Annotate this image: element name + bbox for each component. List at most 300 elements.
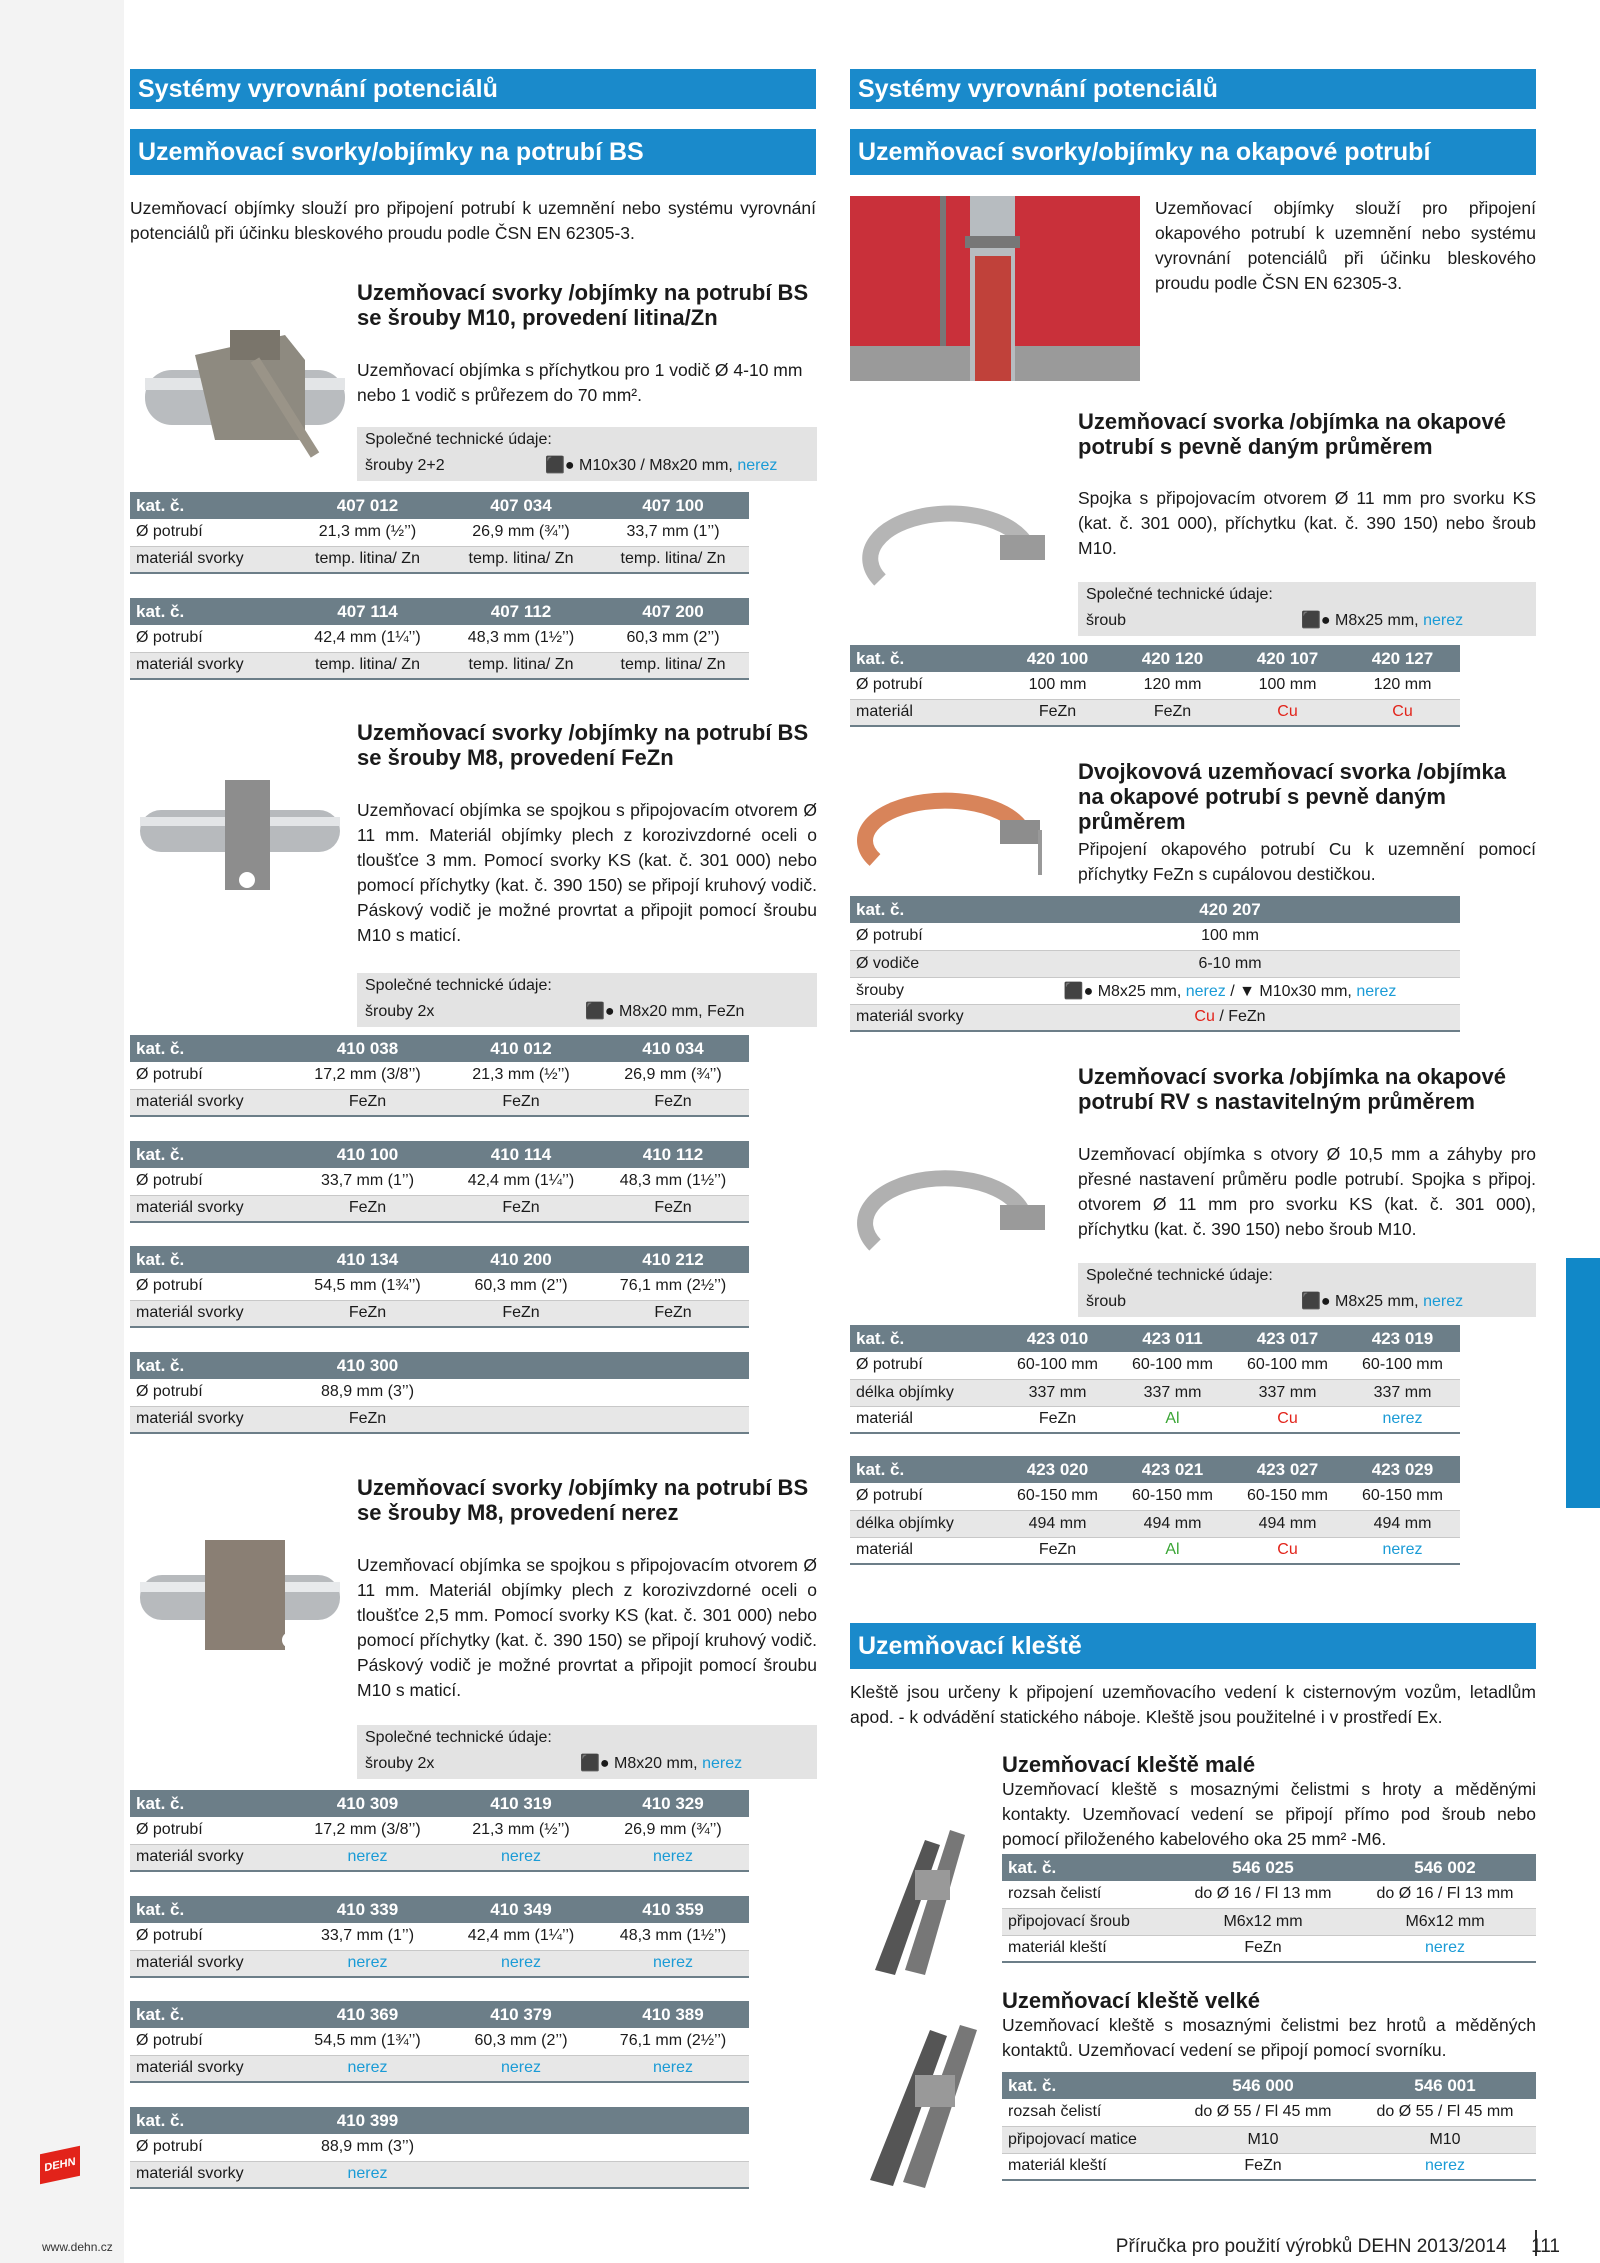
p2-tech xyxy=(357,973,817,1027)
tech-val: M8x20 mm, FeZn xyxy=(619,1003,745,1020)
table-cell: 410 389 xyxy=(597,2001,749,2028)
table-cell: 410 012 xyxy=(445,1035,597,1062)
table-cell: 33,7 mm (1’’) xyxy=(597,519,749,546)
table-cell: kat. č. xyxy=(130,1352,290,1379)
table-cell: nerez xyxy=(597,1844,749,1871)
table-cell: do Ø 55 / Fl 45 mm xyxy=(1354,2099,1536,2126)
table-cell: nerez xyxy=(445,1844,597,1871)
table-cell xyxy=(597,1352,749,1379)
table-row xyxy=(1002,1908,1536,1935)
table-cell: FeZn xyxy=(290,1089,445,1116)
table-cell: kat. č. xyxy=(1002,2072,1172,2099)
table-cell: 410 112 xyxy=(597,1141,749,1168)
clamp-fezn-image xyxy=(135,760,345,910)
table-cell: 410 034 xyxy=(597,1035,749,1062)
table-cell: 337 mm xyxy=(1230,1379,1345,1406)
table-cell: temp. litina/ Zn xyxy=(445,652,597,679)
table-cell: nerez xyxy=(1345,1406,1460,1433)
table-cell: materiál xyxy=(850,1537,1000,1564)
table-cell: 26,9 mm (¾’’) xyxy=(597,1062,749,1089)
table-cell xyxy=(597,2107,749,2134)
tech-val: M8x25 mm, xyxy=(1335,1293,1419,1310)
table-row xyxy=(850,977,1460,1004)
large-clip-image xyxy=(855,2000,985,2190)
table-420207 xyxy=(850,896,1460,1032)
left-table-4 xyxy=(130,1141,749,1223)
table-cell: 337 mm xyxy=(1115,1379,1230,1406)
table-cell: nerez xyxy=(290,2161,445,2188)
table-cell xyxy=(597,2134,749,2161)
table-cell: 60-150 mm xyxy=(1115,1483,1230,1510)
table-cell: Ø potrubí xyxy=(850,923,1000,950)
table-cell: 100 mm xyxy=(1000,923,1460,950)
table-row xyxy=(130,1923,749,1950)
table-row xyxy=(1002,1935,1536,1962)
table-cell: 494 mm xyxy=(1345,1510,1460,1537)
footer-text: Příručka pro použití výrobků DEHN 2013/2014 xyxy=(1115,2236,1507,2257)
table-row xyxy=(850,1352,1460,1379)
table-cell: 60-100 mm xyxy=(1000,1352,1115,1379)
table-cell: 410 339 xyxy=(290,1896,445,1923)
table-cell: 88,9 mm (3’’) xyxy=(290,1379,445,1406)
screw-icon: ⬛● xyxy=(585,1003,615,1020)
rp5-title: Uzemňovací kleště velké xyxy=(1002,1988,1261,2013)
table-cell: 60-100 mm xyxy=(1345,1352,1460,1379)
table-cell: nerez xyxy=(290,1844,445,1871)
table-cell: Ø potrubí xyxy=(130,1817,290,1844)
table-cell: materiál svorky xyxy=(130,1844,290,1871)
table-cell: temp. litina/ Zn xyxy=(290,546,445,573)
table-cell: 407 034 xyxy=(445,492,597,519)
tech-label: Společné technické údaje: xyxy=(365,977,552,994)
table-cell: materiál xyxy=(850,1406,1000,1433)
table-cell: Ø potrubí xyxy=(850,1483,1000,1510)
table-cell: 423 020 xyxy=(1000,1456,1115,1483)
table-row xyxy=(850,950,1460,977)
table-cell: nerez xyxy=(1354,1935,1536,1962)
table-cell: Ø vodiče xyxy=(850,950,1000,977)
website-url[interactable]: www.dehn.cz xyxy=(42,2240,113,2254)
table-cell: 410 038 xyxy=(290,1035,445,1062)
screw-icon: ⬛● xyxy=(580,1755,610,1772)
table-cell xyxy=(445,1352,597,1379)
table-cell: délka objímky xyxy=(850,1379,1000,1406)
rp4-title: Uzemňovací kleště malé xyxy=(1002,1752,1256,1777)
small-clip-image xyxy=(855,1800,985,1980)
table-cell: Ø potrubí xyxy=(850,1352,1000,1379)
downpipe-photo xyxy=(850,196,1140,381)
table-cell: 410 212 xyxy=(597,1246,749,1273)
table-cell: 423 017 xyxy=(1230,1325,1345,1352)
tech-key: šrouby 2+2 xyxy=(365,457,445,474)
table-row xyxy=(130,1817,749,1844)
table-cell: FeZn xyxy=(597,1300,749,1327)
table-cell: materiál svorky xyxy=(130,2055,290,2082)
table-row xyxy=(130,1950,749,1977)
table-cell xyxy=(597,2161,749,2188)
left-section-header: Systémy vyrovnání potenciálů xyxy=(130,69,816,109)
tech-val-nerez: nerez xyxy=(1423,612,1464,629)
table-row xyxy=(850,1510,1460,1537)
table-cell: kat. č. xyxy=(850,896,1000,923)
table-cell: 100 mm xyxy=(1230,672,1345,699)
table-cell: 60,3 mm (2’’) xyxy=(597,625,749,652)
table-cell: 420 100 xyxy=(1000,645,1115,672)
table-cell: nerez xyxy=(445,2055,597,2082)
table-cell: 26,9 mm (¾’’) xyxy=(445,519,597,546)
table-cell xyxy=(445,2107,597,2134)
chapter-tab[interactable] xyxy=(1566,1258,1600,1508)
table-cell: 420 120 xyxy=(1115,645,1230,672)
table-cell: FeZn xyxy=(1172,2153,1354,2180)
table-cell: 60,3 mm (2’’) xyxy=(445,2028,597,2055)
table-cell: FeZn xyxy=(1115,699,1230,726)
left-table-6 xyxy=(130,1352,749,1434)
table-cell: nerez xyxy=(445,1950,597,1977)
table-cell: rozsah čelistí xyxy=(1002,2099,1172,2126)
table-cell xyxy=(445,2161,597,2188)
right-subheader: Uzemňovací svorky/objímky na okapové potrubí xyxy=(850,129,1536,175)
p2-title: Uzemňovací svorky /objímky na potrubí BS se šrouby M8, provedení FeZn xyxy=(357,720,809,770)
table-header-row xyxy=(130,2107,749,2134)
table-cell: 17,2 mm (3/8’’) xyxy=(290,1817,445,1844)
table-cell: kat. č. xyxy=(130,492,290,519)
table-cell: M10 xyxy=(1172,2126,1354,2153)
table-header-row xyxy=(130,1352,749,1379)
table-cell: 410 200 xyxy=(445,1246,597,1273)
table-cell: Ø potrubí xyxy=(130,1168,290,1195)
table-cell: 410 379 xyxy=(445,2001,597,2028)
left-table-10 xyxy=(130,2107,749,2189)
table-cell: 33,7 mm (1’’) xyxy=(290,1168,445,1195)
table-cell: 26,9 mm (¾’’) xyxy=(597,1817,749,1844)
table-row xyxy=(850,1406,1460,1433)
tech-val: M8x25 mm, xyxy=(1335,612,1419,629)
table-cell: Cu xyxy=(1230,699,1345,726)
left-table-7 xyxy=(130,1790,749,1872)
table-header-row xyxy=(1002,2072,1536,2099)
table-cell: nerez xyxy=(597,1950,749,1977)
table-cell: připojovací matice xyxy=(1002,2126,1172,2153)
table-cell: nerez xyxy=(290,1950,445,1977)
table-row xyxy=(130,2134,749,2161)
footer xyxy=(1116,2236,1560,2258)
table-cell: materiál svorky xyxy=(850,1004,1000,1031)
table-546025 xyxy=(1002,1854,1536,1963)
table-cell: 33,7 mm (1’’) xyxy=(290,1923,445,1950)
table-cell xyxy=(597,1406,749,1433)
table-cell: FeZn xyxy=(445,1089,597,1116)
table-cell: ⬛● M8x25 mm, nerez / ▼ M10x30 mm, nerez xyxy=(1000,977,1460,1004)
table-cell: 410 359 xyxy=(597,1896,749,1923)
table-cell: 494 mm xyxy=(1230,1510,1345,1537)
dehn-logo: DEHN xyxy=(40,2146,80,2185)
table-cell: 407 200 xyxy=(597,598,749,625)
left-table-3 xyxy=(130,1035,749,1117)
table-cell: FeZn xyxy=(290,1406,445,1433)
bolt-icon: ▼ xyxy=(1239,982,1255,1000)
section2-intro: Kleště jsou určeny k připojení uzemňovacího vedení k cisternovým vozům, letadlům apod. - k odvádění statického náboje. Kleště jsou použitelné i v prostředí Ex. xyxy=(850,1682,1536,1727)
table-cell: do Ø 16 / Fl 13 mm xyxy=(1354,1881,1536,1908)
table-cell: 546 000 xyxy=(1172,2072,1354,2099)
p1-desc: Uzemňovací objímka s příchytkou pro 1 vodič Ø 4-10 mm nebo 1 vodič s průřezem do 70 mm². xyxy=(357,360,803,405)
table-row xyxy=(130,1062,749,1089)
table-cell: do Ø 55 / Fl 45 mm xyxy=(1172,2099,1354,2126)
table-cell: 410 114 xyxy=(445,1141,597,1168)
table-cell: FeZn xyxy=(1000,699,1115,726)
table-cell: 494 mm xyxy=(1000,1510,1115,1537)
table-cell: FeZn xyxy=(290,1195,445,1222)
table-row xyxy=(130,2161,749,2188)
table-cell xyxy=(445,1379,597,1406)
clamp-litina-image xyxy=(135,290,355,465)
table-row xyxy=(130,1089,749,1116)
table-cell: 60-100 mm xyxy=(1230,1352,1345,1379)
table-cell: 76,1 mm (2½’’) xyxy=(597,1273,749,1300)
table-cell: materiál svorky xyxy=(130,1406,290,1433)
table-row xyxy=(1002,1881,1536,1908)
table-row xyxy=(130,2055,749,2082)
table-cell: M6x12 mm xyxy=(1172,1908,1354,1935)
table-cell: kat. č. xyxy=(130,1246,290,1273)
table-cell: Al xyxy=(1115,1537,1230,1564)
table-cell: nerez xyxy=(597,2055,749,2082)
table-cell: 76,1 mm (2½’’) xyxy=(597,2028,749,2055)
left-intro: Uzemňovací objímky slouží pro připojení potrubí k uzemnění nebo systému vyrovnání potenciálů při účinku bleskového proudu podle ČSN EN 62305-3. xyxy=(130,198,816,243)
table-header-row xyxy=(130,1790,749,1817)
p2-desc: Uzemňovací objímka se spojkou s připojovacím otvorem Ø 11 mm. Materiál objímky plech z korozivzdorné oceli o tloušťce 3 mm. Pomocí svorky KS (kat. č. 301 000) nebo pomocí příchytky (kat. č. 390 150) se připojí kruhový vodič. Páskový vodič je možné provrtat a připojit pomocí šroubu M10 s maticí. xyxy=(357,800,817,945)
table-row xyxy=(130,1379,749,1406)
screw-icon: ⬛● xyxy=(1301,612,1331,629)
table-row xyxy=(1002,2126,1536,2153)
table-header-row xyxy=(130,2001,749,2028)
left-table-5 xyxy=(130,1246,749,1328)
table-cell: Cu xyxy=(1345,699,1460,726)
tech-label: Společné technické údaje: xyxy=(365,431,552,448)
table-cell: temp. litina/ Zn xyxy=(597,546,749,573)
table-cell: FeZn xyxy=(1172,1935,1354,1962)
table-cell: 100 mm xyxy=(1000,672,1115,699)
table-420100 xyxy=(850,645,1460,727)
table-cell xyxy=(597,1379,749,1406)
tech-key: šrouby 2x xyxy=(365,1755,435,1772)
table-cell: FeZn xyxy=(1000,1406,1115,1433)
rp2-title: Dvojkovová uzemňovací svorka /objímka na okapové potrubí s pevně daným průměrem xyxy=(1078,759,1506,834)
rp3-tech xyxy=(1078,1263,1536,1317)
table-cell: materiál xyxy=(850,699,1000,726)
table-cell: Ø potrubí xyxy=(850,672,1000,699)
table-cell: Ø potrubí xyxy=(130,1273,290,1300)
table-cell: 546 025 xyxy=(1172,1854,1354,1881)
table-row xyxy=(130,546,749,573)
table-cell: materiál svorky xyxy=(130,1950,290,1977)
tech-val: M10x30 / M8x20 mm, xyxy=(579,457,733,474)
table-header-row xyxy=(130,1246,749,1273)
left-table-2 xyxy=(130,598,749,680)
table-cell: 60-150 mm xyxy=(1000,1483,1115,1510)
right-section-header: Systémy vyrovnání potenciálů xyxy=(850,69,1536,109)
table-cell: 410 100 xyxy=(290,1141,445,1168)
table-cell: Ø potrubí xyxy=(130,1062,290,1089)
table-row xyxy=(850,923,1460,950)
table-row xyxy=(850,672,1460,699)
table-cell: 42,4 mm (1¼’’) xyxy=(290,625,445,652)
rp1-title: Uzemňovací svorka /objímka na okapové potrubí s pevně daným průměrem xyxy=(1078,409,1506,459)
table-cell: 42,4 mm (1¼’’) xyxy=(445,1168,597,1195)
table-cell: FeZn xyxy=(1000,1537,1115,1564)
table-cell: kat. č. xyxy=(130,2107,290,2134)
table-cell: 423 011 xyxy=(1115,1325,1230,1352)
table-cell: FeZn xyxy=(597,1089,749,1116)
rp2-desc: Připojení okapového potrubí Cu k uzemnění pomocí příchytky FeZn s cupálovou destičkou. xyxy=(1078,839,1536,884)
table-cell: 88,9 mm (3’’) xyxy=(290,2134,445,2161)
table-row xyxy=(130,1168,749,1195)
p3-desc: Uzemňovací objímka se spojkou s připojovacím otvorem Ø 11 mm. Materiál objímky plech z korozivzdorné oceli o tloušťce 2,5 mm. Pomocí svorky KS (kat. č. 301 000) nebo pomocí příchytky (kat. č. 390 150) se připojí kruhový vodič. Páskový vodič je možné provrtat a připojit pomocí šroubu M10 s maticí. xyxy=(357,1555,817,1700)
table-cell: 420 127 xyxy=(1345,645,1460,672)
table-header-row xyxy=(130,1896,749,1923)
table-cell: FeZn xyxy=(445,1300,597,1327)
table-row xyxy=(850,699,1460,726)
table-row xyxy=(130,519,749,546)
rv-clamp-image xyxy=(850,1140,1060,1270)
table-cell: 410 134 xyxy=(290,1246,445,1273)
table-cell: 21,3 mm (½’’) xyxy=(445,1062,597,1089)
left-table-9 xyxy=(130,2001,749,2083)
tech-val: M8x20 mm, xyxy=(614,1755,698,1772)
table-cell: 410 309 xyxy=(290,1790,445,1817)
table-cell: 423 027 xyxy=(1230,1456,1345,1483)
rp1-tech xyxy=(1078,582,1536,636)
page-number: 111 xyxy=(1531,2236,1560,2257)
table-cell: M6x12 mm xyxy=(1354,1908,1536,1935)
table-cell: Ø potrubí xyxy=(130,625,290,652)
table-cell: Cu / FeZn xyxy=(1000,1004,1460,1031)
table-cell: 546 002 xyxy=(1354,1854,1536,1881)
table-cell xyxy=(445,2134,597,2161)
table-header-row xyxy=(1002,1854,1536,1881)
table-cell: FeZn xyxy=(445,1195,597,1222)
table-cell: 420 107 xyxy=(1230,645,1345,672)
table-cell: kat. č. xyxy=(850,1456,1000,1483)
table-cell: Cu xyxy=(1230,1537,1345,1564)
clamp-nerez-image xyxy=(135,1520,345,1670)
table-cell: kat. č. xyxy=(130,1035,290,1062)
table-row xyxy=(130,1406,749,1433)
table-cell: 48,3 mm (1½’’) xyxy=(597,1168,749,1195)
table-cell: 337 mm xyxy=(1345,1379,1460,1406)
table-row xyxy=(130,625,749,652)
table-cell: 120 mm xyxy=(1115,672,1230,699)
tech-label: Společné technické údaje: xyxy=(365,1729,552,1746)
left-table-8 xyxy=(130,1896,749,1978)
table-cell: Cu xyxy=(1230,1406,1345,1433)
table-cell: kat. č. xyxy=(1002,1854,1172,1881)
table-cell: FeZn xyxy=(290,1300,445,1327)
table-cell: 407 100 xyxy=(597,492,749,519)
table-row xyxy=(130,2028,749,2055)
p1-title: Uzemňovací svorky /objímky na potrubí BS se šrouby M10, provedení litina/Zn xyxy=(357,280,809,330)
table-cell: 60-150 mm xyxy=(1230,1483,1345,1510)
table-cell: FeZn xyxy=(597,1195,749,1222)
table-header-row xyxy=(130,492,749,519)
rp4-desc: Uzemňovací kleště s mosaznými čelistmi s hroty a měděnými kontakty. Uzemňovací vedení se připojí přímo pod šroub nebo pomocí přiloženého kabelového oka 25 mm² -M6. xyxy=(1002,1779,1536,1849)
left-subheader: Uzemňovací svorky/objímky na potrubí BS xyxy=(130,129,816,175)
table-cell: 423 019 xyxy=(1345,1325,1460,1352)
table-row xyxy=(130,1273,749,1300)
table-cell: materiál svorky xyxy=(130,546,290,573)
table-cell: 120 mm xyxy=(1345,672,1460,699)
table-header-row xyxy=(130,1141,749,1168)
table-cell: 48,3 mm (1½’’) xyxy=(597,1923,749,1950)
table-cell: kat. č. xyxy=(130,1141,290,1168)
table-cell: Ø potrubí xyxy=(130,2134,290,2161)
table-cell: připojovací šroub xyxy=(1002,1908,1172,1935)
screw-icon: ⬛● xyxy=(545,457,575,474)
table-cell: 42,4 mm (1¼’’) xyxy=(445,1923,597,1950)
table-cell: 423 010 xyxy=(1000,1325,1115,1352)
table-row xyxy=(850,1483,1460,1510)
table-cell: temp. litina/ Zn xyxy=(445,546,597,573)
table-row xyxy=(850,1537,1460,1564)
table-cell: materiál svorky xyxy=(130,1300,290,1327)
table-cell: temp. litina/ Zn xyxy=(597,652,749,679)
table-cell: 410 319 xyxy=(445,1790,597,1817)
table-cell: rozsah čelistí xyxy=(1002,1881,1172,1908)
left-table-1 xyxy=(130,492,749,574)
table-cell: 60-150 mm xyxy=(1345,1483,1460,1510)
table-cell: 21,3 mm (½’’) xyxy=(290,519,445,546)
rp3-desc: Uzemňovací objímka s otvory Ø 10,5 mm a záhyby pro přesné nastavení průměru podle potrubí. Spojka s připoj. otvorem Ø 11 mm pro svorku KS (kat. č. 301 000), příchytku (kat. č. 390 150) nebo šroub M10. xyxy=(1078,1144,1536,1239)
table-cell: materiál kleští xyxy=(1002,1935,1172,1962)
rp1-desc: Spojka s připojovacím otvorem Ø 11 mm pro svorku KS (kat. č. 301 000), příchytku (kat. č. 390 150) nebo šroub M10. xyxy=(1078,488,1536,558)
rp3-title: Uzemňovací svorka /objímka na okapové potrubí RV s nastavitelným průměrem xyxy=(1078,1064,1506,1114)
table-cell: délka objímky xyxy=(850,1510,1000,1537)
table-546000 xyxy=(1002,2072,1536,2181)
table-cell: 60,3 mm (2’’) xyxy=(445,1273,597,1300)
table-cell xyxy=(445,1406,597,1433)
table-cell: nerez xyxy=(1354,2153,1536,2180)
bimetal-clamp-image xyxy=(850,770,1060,880)
table-cell: 410 399 xyxy=(290,2107,445,2134)
table-cell: materiál svorky xyxy=(130,1195,290,1222)
table-cell: 546 001 xyxy=(1354,2072,1536,2099)
table-cell: 54,5 mm (1¾’’) xyxy=(290,1273,445,1300)
tech-label: Společné technické údaje: xyxy=(1086,1267,1273,1284)
table-423020 xyxy=(850,1456,1460,1565)
table-header-row xyxy=(850,896,1460,923)
table-cell: Ø potrubí xyxy=(130,1379,290,1406)
table-header-row xyxy=(130,598,749,625)
table-cell: temp. litina/ Zn xyxy=(290,652,445,679)
table-cell: 420 207 xyxy=(1000,896,1460,923)
p1-tech xyxy=(357,427,817,481)
table-cell: kat. č. xyxy=(130,1790,290,1817)
tech-val-nerez: nerez xyxy=(702,1755,743,1772)
table-cell: materiál svorky xyxy=(130,2161,290,2188)
table-header-row xyxy=(850,1456,1460,1483)
p3-title: Uzemňovací svorky /objímky na potrubí BS se šrouby M8, provedení nerez xyxy=(357,1475,809,1525)
table-cell: Ø potrubí xyxy=(130,1923,290,1950)
right-section2-header: Uzemňovací kleště xyxy=(850,1623,1536,1669)
table-row xyxy=(130,1195,749,1222)
table-cell: 410 300 xyxy=(290,1352,445,1379)
table-cell: materiál svorky xyxy=(130,652,290,679)
tech-key: šrouby 2x xyxy=(365,1003,435,1020)
table-cell: 54,5 mm (1¾’’) xyxy=(290,2028,445,2055)
table-cell: 337 mm xyxy=(1000,1379,1115,1406)
table-header-row xyxy=(130,1035,749,1062)
table-cell: kat. č. xyxy=(850,1325,1000,1352)
